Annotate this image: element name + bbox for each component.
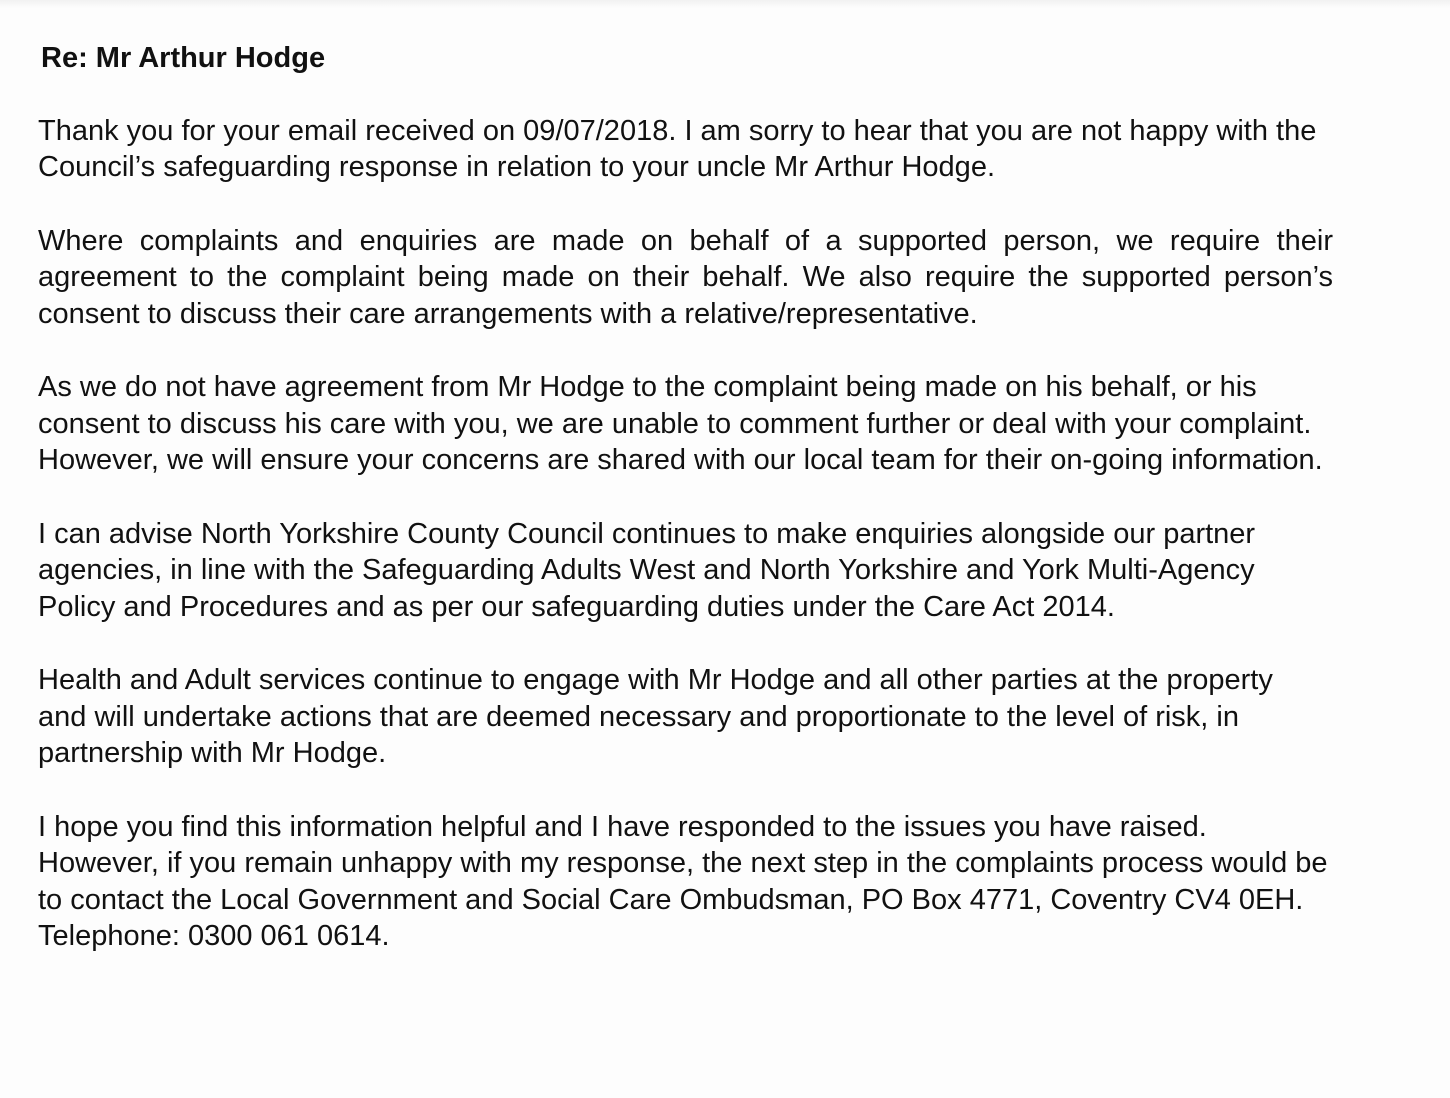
scan-top-edge [0,0,1450,8]
paragraph-email-received: Thank you for your email received on 09/07/2018. I am sorry to hear that you are not happy with the Council’s safeguarding response in relation to your uncle Mr Arthur Hodge. [38,114,1317,183]
paragraph-supported-person: Where complaints and enquiries are made on behalf of a supported person, we require their agreement to the complaint being made on their behalf. We also require the supported person’s consent to discuss their care arrangements with a relative/representative. [38,224,1333,330]
paragraph-health-adult-services: Health and Adult services continue to engage with Mr Hodge and all other parties at the property and will undertake actions that are deemed necessary and proportionate to the level of risk, in partnership with Mr Hodge. [38,664,1273,769]
paragraph-enquiries: I can advise North Yorkshire County Council continues to make enquiries alongside our partner agencies, in line with the Safeguarding Adults West and North Yorkshire and York Multi-Agency Policy and Procedures and as per our safeguarding duties under the Care Act 2014. [38,517,1256,623]
letter-body [38,40,1338,955]
paragraph-no-agreement: As we do not have agreement from Mr Hodge to the complaint being made on his behalf, or his consent to discuss his care with you, we are unable to comment further or deal with your complaint. However, we will ensure your concerns are shared with our local team for their on-going information. [38,371,1323,476]
paragraph-ombudsman: I hope you find this information helpful and I have responded to the issues you have raised. However, if you remain unhappy with my response, the next step in the complaints process would be to contact the Local Government and Social Care Ombudsman, PO Box 4771, Coventry CV4 0EH. Telephone: 0300 061 0614. [38,810,1328,952]
letter-heading: Re: Mr Arthur Hodge [41,42,326,74]
